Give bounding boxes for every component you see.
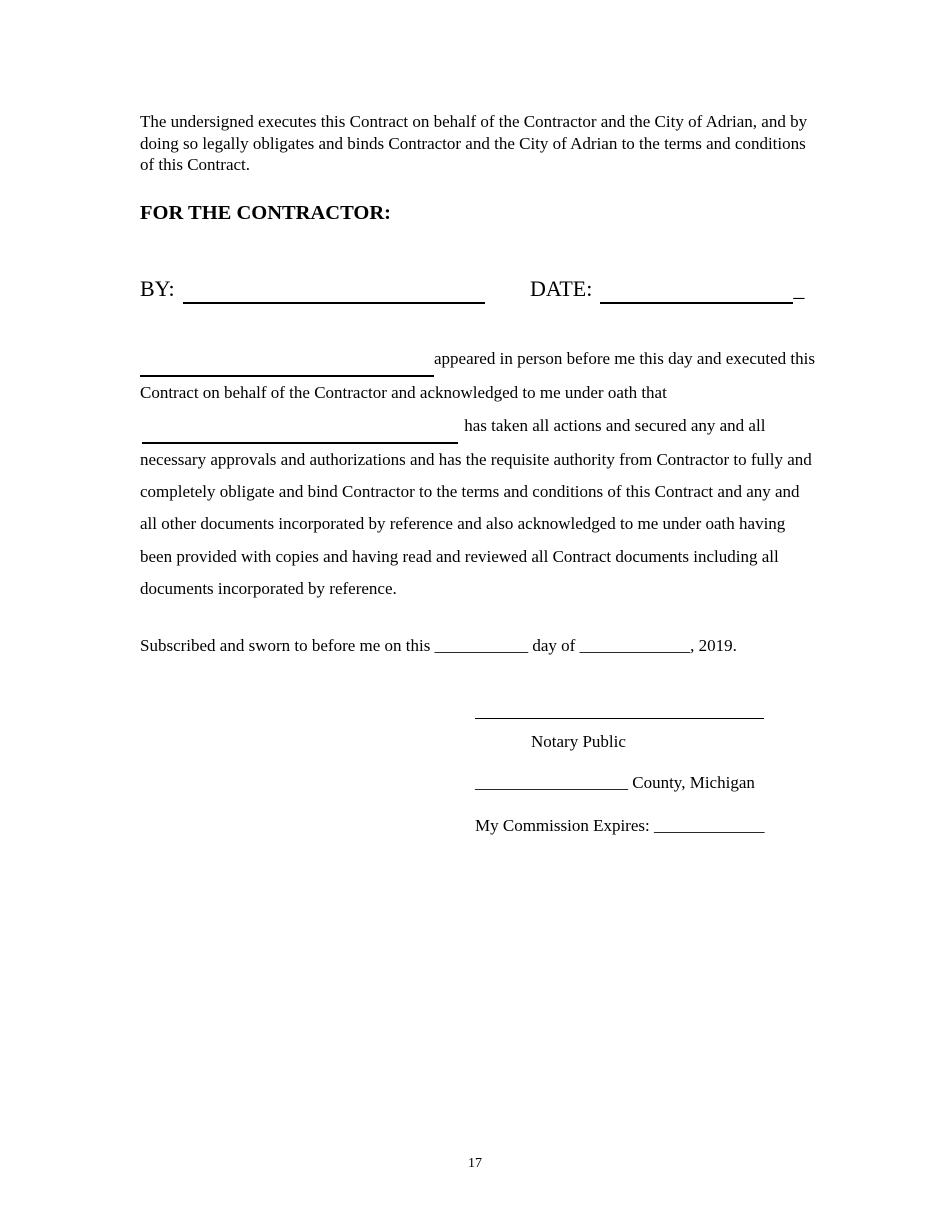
date-label: DATE: [530,276,593,301]
oath-paragraph [140,343,820,605]
date-line[interactable] [600,276,793,304]
notary-public-label: Notary Public [531,732,626,751]
by-label: BY: [140,276,175,301]
by-signature-line[interactable] [183,276,485,304]
contractor-heading: FOR THE CONTRACTOR: [140,202,391,224]
date-row [530,276,804,304]
commission-expires-line: My Commission Expires: _____________ [475,816,765,835]
oath-text-part2: has taken all actions and secured any and all necessary approvals and authorizations and has the requisite authority from Contractor to fully and completely obligate and bind Contractor to the terms and conditions of this Contract and any and all other documents incorporated by reference and also acknowledged to me under oath having been provided with copies and having read and reviewed all Contract documents including all documents incorporated by reference. [140,415,812,599]
execution-paragraph: The undersigned executes this Contract on behalf of the Contractor and the City of Adrian, and by doing so legally obligates and binds Contractor and the City of Adrian to the terms and conditions of this Contract. [140,112,808,174]
sworn-statement: Subscribed and sworn to before me on this ___________ day of _____________, 2019. [140,636,737,655]
by-signature-row [140,276,485,304]
authorized-party-line[interactable] [142,410,458,444]
notary-signature-line[interactable] [475,718,764,719]
appearer-name-line[interactable] [140,343,434,377]
county-line: __________________ County, Michigan [475,773,755,792]
page-number: 17 [468,1156,482,1171]
oath-text-part1: appeared in person before me this day and executed this Contract on behalf of the Contractor and acknowledged to me under oath that [140,349,815,403]
date-suffix: _ [793,276,805,301]
